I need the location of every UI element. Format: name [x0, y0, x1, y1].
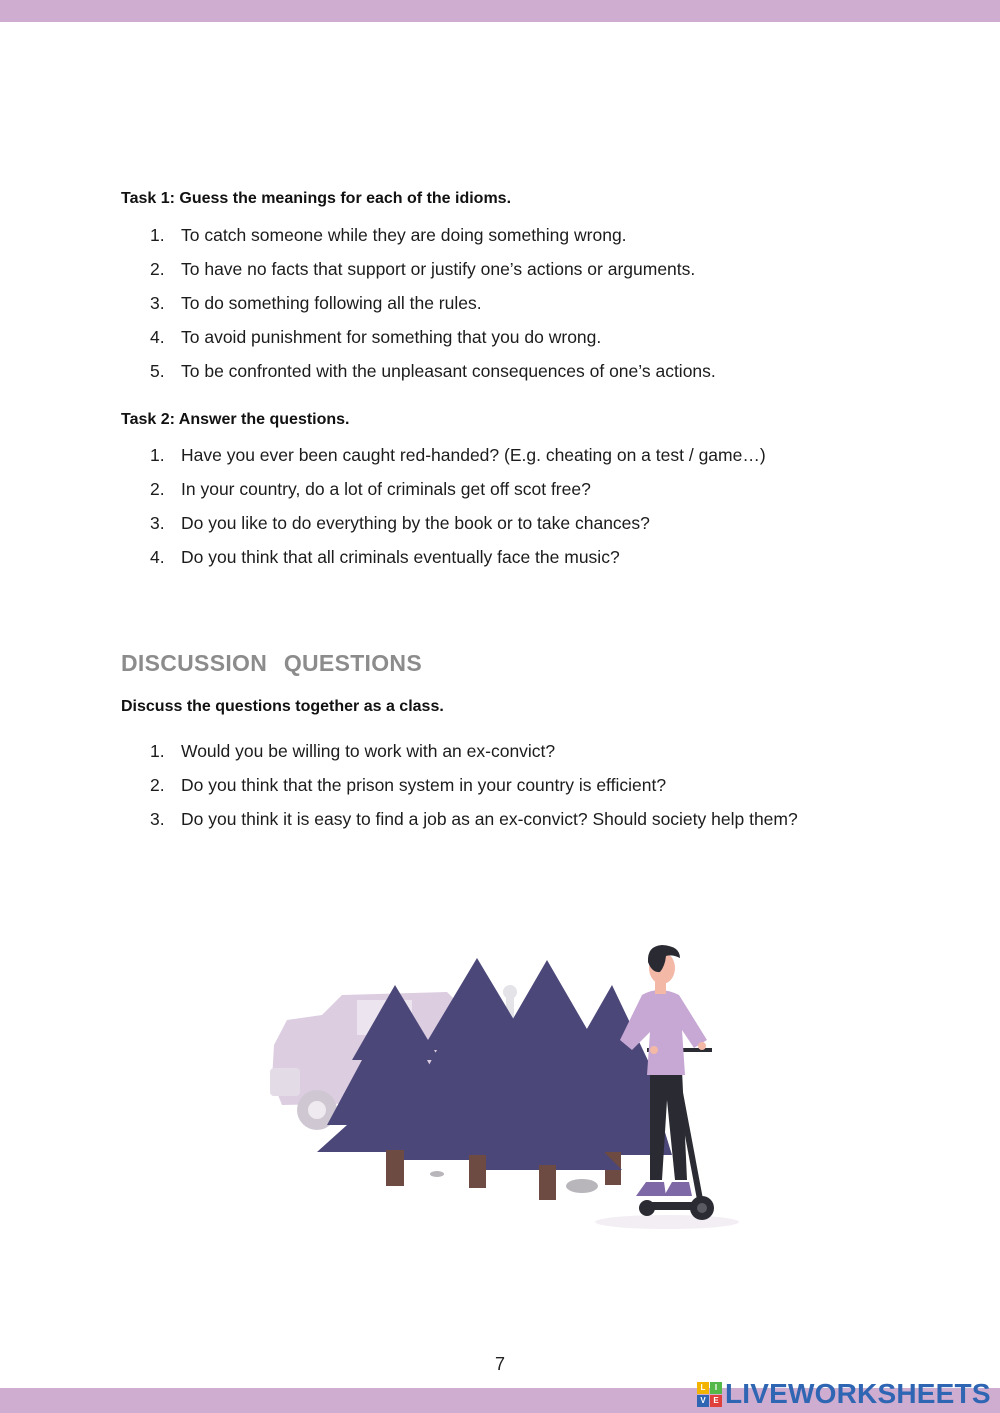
rock-icon [430, 1171, 444, 1177]
discussion-instruction: Discuss the questions together as a class. [121, 698, 444, 715]
logo-mark-icon: L I V E [697, 1382, 722, 1407]
logo-text: LIVEWORKSHEETS [725, 1378, 991, 1409]
ground-shadow [595, 1215, 739, 1229]
liveworksheets-logo[interactable] [697, 1377, 991, 1411]
rock-icon [566, 1179, 598, 1193]
discussion-title: DISCUSSION QUESTIONS [121, 650, 422, 676]
page-number: 7 [494, 1354, 505, 1374]
task1-heading: Task 1: Guess the meanings for each of the idioms. [121, 190, 512, 207]
top-decorative-band [0, 0, 1000, 22]
scooter-forest-illustration [262, 940, 742, 1235]
task2-heading: Task 2: Answer the questions. [121, 411, 350, 428]
